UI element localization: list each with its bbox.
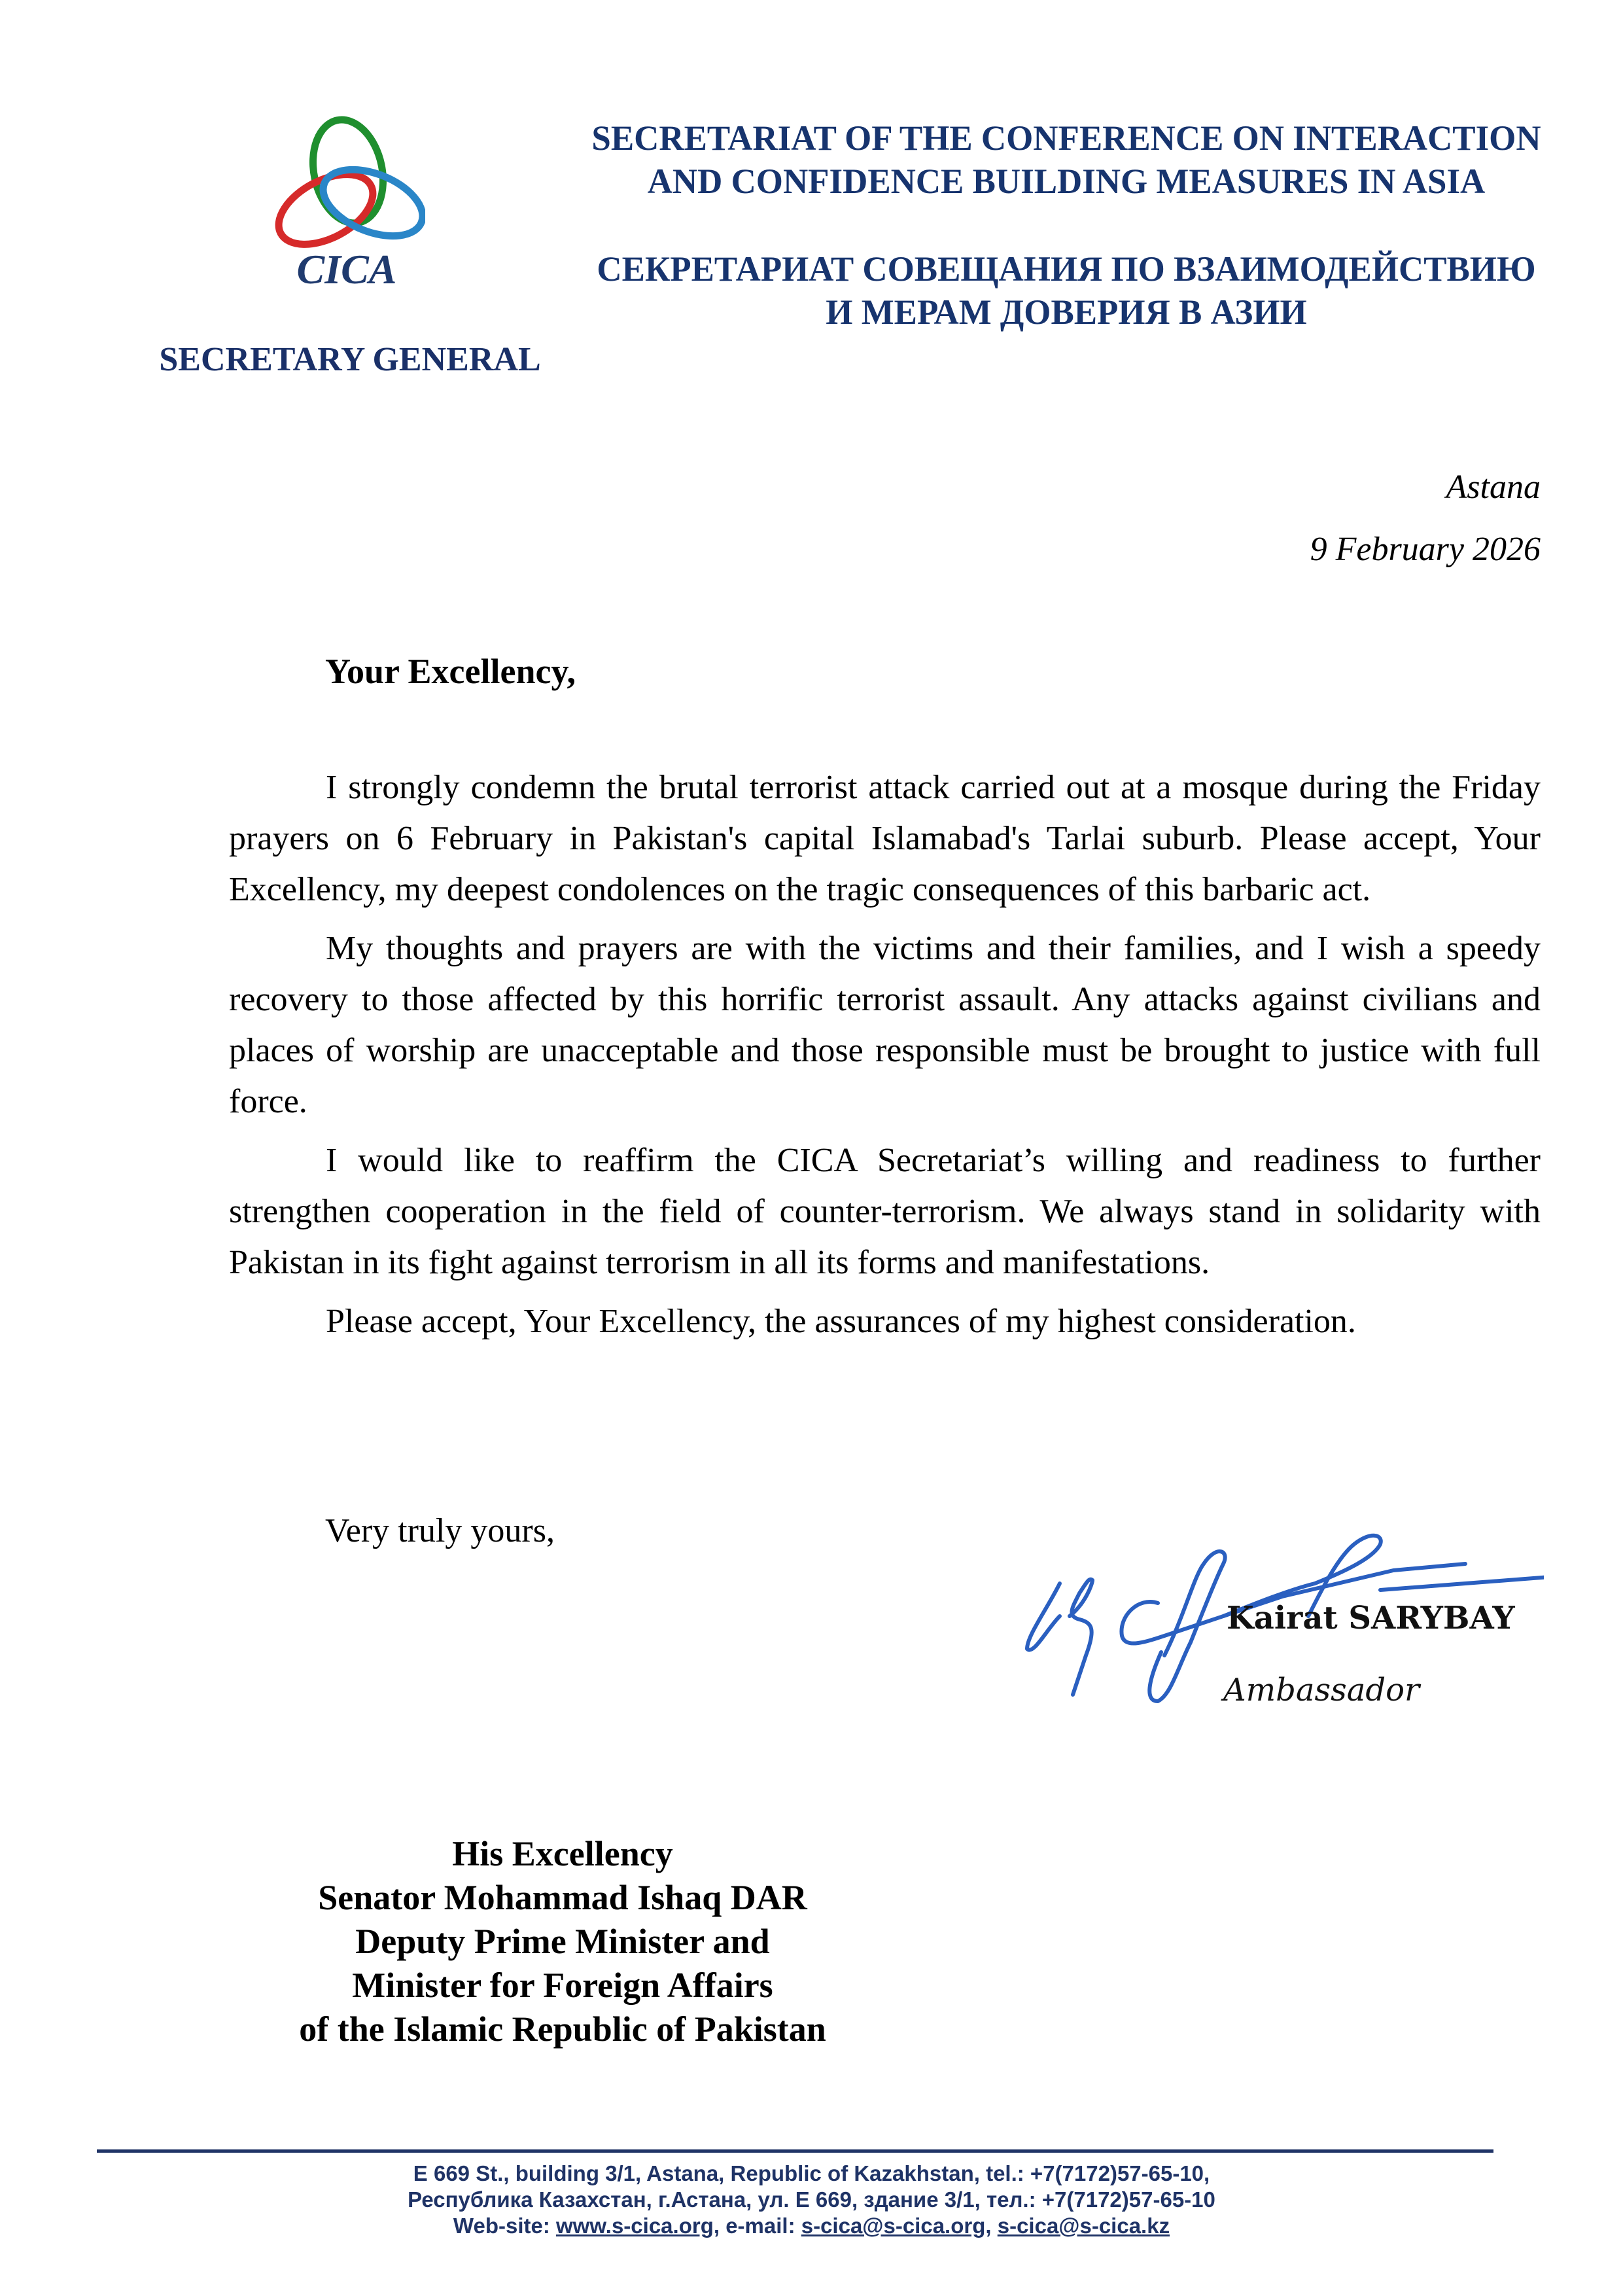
cica-logo <box>268 111 425 255</box>
website-link[interactable]: www.s-cica.org <box>556 2214 714 2238</box>
header-en-line-1: SECRETARIAT OF THE CONFERENCE ON INTERACTION <box>591 118 1541 158</box>
addressee-line: Senator Mohammad Ishaq DAR <box>318 1878 807 1917</box>
footer-divider <box>97 2149 1493 2153</box>
body-paragraph: Please accept, Your Excellency, the assurances of my highest consideration. <box>326 1303 1356 1340</box>
email-separator: , <box>985 2214 998 2238</box>
salutation: Your Excellency, <box>325 652 576 691</box>
footer-contact <box>131 2161 1492 2239</box>
addressee-line: His Excellency <box>452 1834 673 1873</box>
addressee-block <box>236 1832 890 2051</box>
letter-body <box>229 762 1541 1355</box>
header-title-english <box>572 116 1560 203</box>
addressee-line: Deputy Prime Minister and <box>355 1922 770 1961</box>
letter-date: 9 February 2026 <box>1310 531 1541 568</box>
footer-web-email <box>131 2213 1492 2239</box>
addressee-line: Minister for Foreign Affairs <box>352 1966 773 2005</box>
email-link-kz[interactable]: s-cica@s-cica.kz <box>997 2214 1170 2238</box>
body-paragraph: I strongly condemn the brutal terrorist attack carried out at a mosque during the Friday prayers on 6 February in Pakistan's capital Islamabad's Tarlai suburb. Please accept, Your Excellency, my deepest condolences on the tragic consequences of this barbaric act. <box>229 769 1541 908</box>
signatory-title: Ambassador <box>1223 1672 1420 1708</box>
office-title: SECRETARY GENERAL <box>159 341 541 378</box>
footer-address-en: E 669 St., building 3/1, Astana, Republic of Kazakhstan, tel.: +7(7172)57-65-10, <box>413 2161 1210 2185</box>
body-paragraph: My thoughts and prayers are with the victims and their families, and I wish a speedy recovery to those affected by this horrific terrorist assault. Any attacks against civilians and places of worship are unacceptable and those responsible must be brought to justice with full force. <box>229 930 1541 1120</box>
cica-knot-icon <box>268 111 425 255</box>
body-paragraph: I would like to reaffirm the CICA Secretariat’s willing and readiness to further strengthen cooperation in the field of counter-terrorism. We always stand in solidarity with Pakistan in its fight against terrorism in all its forms and manifestations. <box>229 1142 1541 1281</box>
signatory-name: Kairat SARYBAY <box>1227 1600 1515 1636</box>
footer-address-ru: Республика Казахстан, г.Астана, ул. E 669, здание 3/1, тел.: +7(7172)57-65-10 <box>408 2187 1215 2212</box>
letter-city: Astana <box>1446 468 1541 506</box>
email-label: , e-mail: <box>713 2214 801 2238</box>
website-label: Web-site: <box>453 2214 556 2238</box>
closing: Very truly yours, <box>325 1512 555 1549</box>
header-ru-line-2: И МЕРАМ ДОВЕРИЯ В АЗИИ <box>826 292 1307 332</box>
cica-wordmark: CICA <box>296 246 397 292</box>
addressee-line: of the Islamic Republic of Pakistan <box>299 2009 826 2049</box>
header-en-line-2: AND CONFIDENCE BUILDING MEASURES IN ASIA <box>647 162 1486 201</box>
header-ru-line-1: СЕКРЕТАРИАТ СОВЕЩАНИЯ ПО ВЗАИМОДЕЙСТВИЮ <box>597 249 1536 289</box>
email-link-org[interactable]: s-cica@s-cica.org <box>801 2214 986 2238</box>
header-title-russian <box>572 247 1560 334</box>
